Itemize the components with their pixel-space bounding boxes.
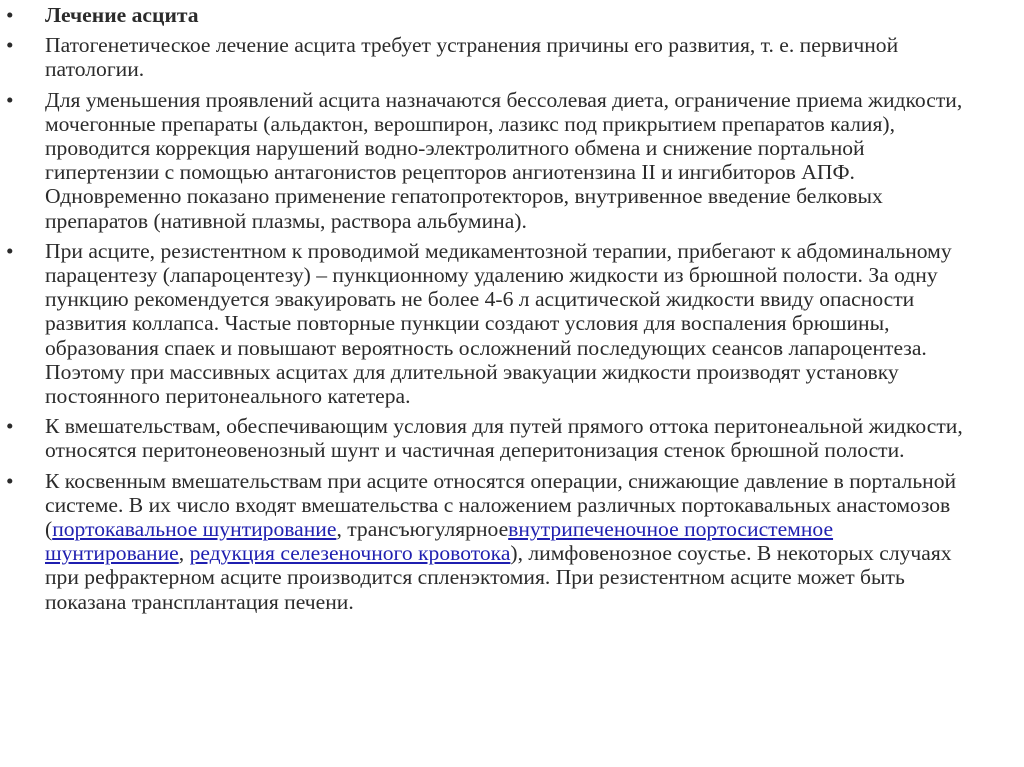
list-item [6, 414, 975, 462]
list-item-heading [6, 3, 975, 27]
paragraph-text: При асците, резистентном к проводимой медикаментозной терапии, прибегают к абдоминальному парацентезу (лапароцентезу) – пункционному удалению жидкости из брюшной полости. За одну пункцию рекомендуется эвакуировать не более 4-6 л асцитической жидкости ввиду опасности развития коллапса. Частые повторные пункции создают условия для воспаления брюшины, образования спаек и повышают вероятность осложнений последующих сеансов лапароцентеза. Поэтому при массивных асцитах для длительной эвакуации жидкости производят установку постоянного перитонеального катетера. [45, 238, 952, 409]
list-item [6, 88, 975, 233]
link-splenic-flow-reduction[interactable]: редукция селезеночного кровотока [189, 541, 511, 566]
list-item [6, 33, 975, 81]
paragraph-text-part: К косвенным вмешательствам при асците относятся операции, снижающие давление в портальной системе. В их число входят вмешательства с наложением различных портокавальных анастомозов ( [45, 468, 957, 542]
bullet-icon: • [6, 3, 14, 27]
bullet-icon: • [6, 87, 14, 112]
list-item [6, 469, 975, 614]
paragraph-text-part: ), лимфовенозное соустье. В некоторых случаях при рефрактерном асците производится спленэктомия. При резистентном асците может быть показана трансплантация печени. [45, 541, 952, 614]
bullet-list [6, 0, 1006, 614]
bullet-icon: • [6, 33, 14, 58]
bullet-icon: • [6, 238, 14, 263]
paragraph-text-part: , [178, 541, 190, 566]
link-tips[interactable]: внутрипеченочное портосистемное шунтирование [45, 517, 834, 566]
paragraph-text-part: , трансъюгулярное [336, 517, 509, 542]
heading-text: Лечение асцита [45, 3, 199, 27]
paragraph-text: К вмешательствам, обеспечивающим условия для путей прямого оттока перитонеальной жидкости, относятся перитонеовенозный шунт и частичная деперитонизация стенок брюшной полости. [45, 414, 963, 463]
bullet-icon: • [6, 468, 14, 493]
link-portocaval-shunting[interactable]: портокавальное шунтирование [52, 517, 337, 542]
paragraph-text: Патогенетическое лечение асцита требует устранения причины его развития, т. е. первичной патологии. [45, 33, 899, 82]
list-item [6, 239, 975, 408]
paragraph-text: Для уменьшения проявлений асцита назначаются бессолевая диета, ограничение приема жидкости, мочегонные препараты (альдактон, верошпирон, лазикс под прикрытием препаратов калия), проводится коррекция нарушений водно-электролитного обмена и снижение портальной гипертензии с помощью антагонистов рецепторов ангиотензина II и ингибиторов АПФ. Одновременно показано применение гепатопротекторов, внутривенное введение белковых препаратов (нативной плазмы, раствора альбумина). [45, 87, 963, 233]
bullet-icon: • [6, 414, 14, 439]
